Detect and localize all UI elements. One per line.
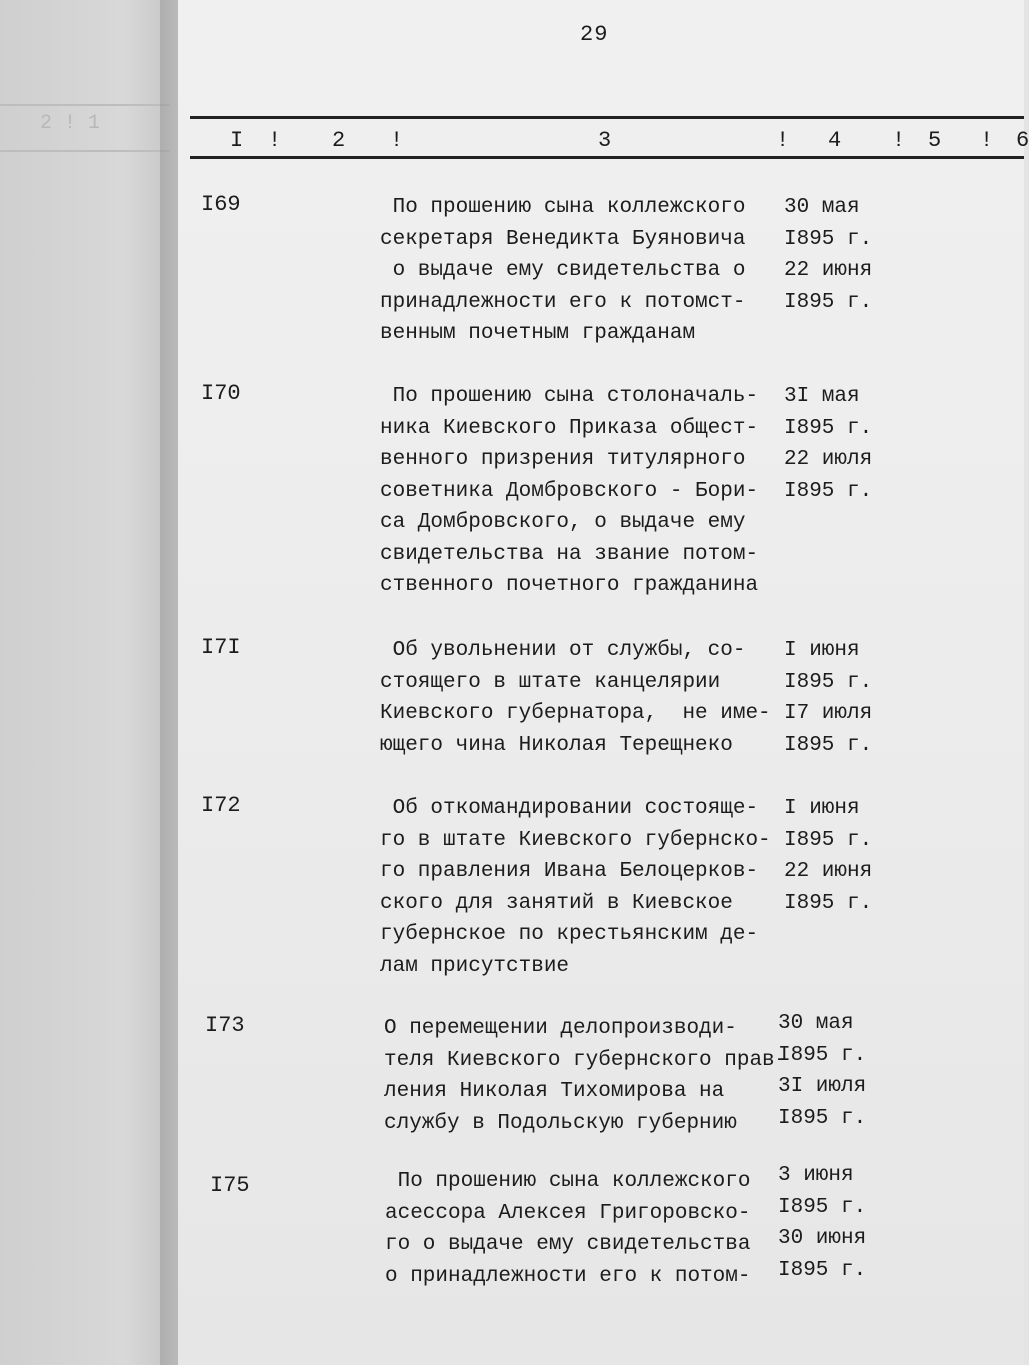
entry-text: По прошению сына коллежского асессора Алексея Григоровско- го о выдаче ему свидетельства о принадлежности его к потом- [385, 1170, 751, 1288]
column-header-3: 3 [598, 128, 612, 153]
column-separator: ! [892, 128, 906, 153]
column-separator: ! [980, 128, 994, 153]
facing-page-rule [0, 150, 170, 152]
entry-dates: 30 мая I895 г. 3I июля I895 г. [778, 1012, 867, 1130]
entry-text: По прошению сына коллежского секретаря Венедикта Буяновича о выдаче ему свидетельства о принадлежности его к потомст- венным почетным гражданам [380, 196, 746, 345]
table-header-rule [190, 156, 1024, 159]
column-separator: ! [268, 128, 282, 153]
column-header-1: I [230, 128, 244, 153]
entry-number: I70 [201, 381, 241, 406]
column-header-4: 4 [828, 128, 842, 153]
entry-dates: I июня I895 г. 22 июня I895 г. [784, 797, 873, 915]
entry-dates: I июня I895 г. I7 июля I895 г. [784, 639, 873, 757]
page-number: 29 [580, 22, 609, 47]
column-header-5: 5 [928, 128, 942, 153]
column-separator: ! [390, 128, 404, 153]
entry-dates: 30 мая I895 г. 22 июня I895 г. [784, 196, 873, 314]
entry-number: I69 [201, 192, 241, 217]
column-header-2: 2 [332, 128, 346, 153]
entry-number: I72 [201, 793, 241, 818]
entry-text: О перемещении делопроизводи- теля Киевского губернского прав- ления Николая Тихомирова на службу в Подольскую губернию [384, 1017, 788, 1135]
entry-number: I75 [210, 1173, 250, 1198]
entry-text: Об откомандировании состояще- го в штате Киевского губернско- го правления Ивана Белоцерков- ского для занятий в Киевское губернское по крестьянским де- лам присутствие [380, 797, 771, 978]
column-header-6: 6 [1016, 128, 1029, 153]
table-top-rule [190, 116, 1024, 119]
entry-dates: 3 июня I895 г. 30 июня I895 г. [778, 1164, 867, 1282]
entry-text: По прошению сына столоначаль- ника Киевского Приказа общест- венного призрения титулярного советника Домбровского - Бори- са Домбровского, о выдаче ему свидетельства на звание потом- ственного почетного гражданина [380, 385, 759, 597]
entry-number: I73 [205, 1013, 245, 1038]
facing-page-rule [0, 104, 170, 106]
entry-dates: 3I мая I895 г. 22 июля I895 г. [784, 385, 873, 503]
entry-number: I7I [201, 635, 241, 660]
column-separator: ! [776, 128, 790, 153]
facing-page-header: 2 ! 1 [40, 112, 101, 135]
entry-text: Об увольнении от службы, со- стоящего в штате канцелярии Киевского губернатора, не име- ющего чина Николая Терещнеко [380, 639, 771, 757]
facing-page [0, 0, 178, 1365]
